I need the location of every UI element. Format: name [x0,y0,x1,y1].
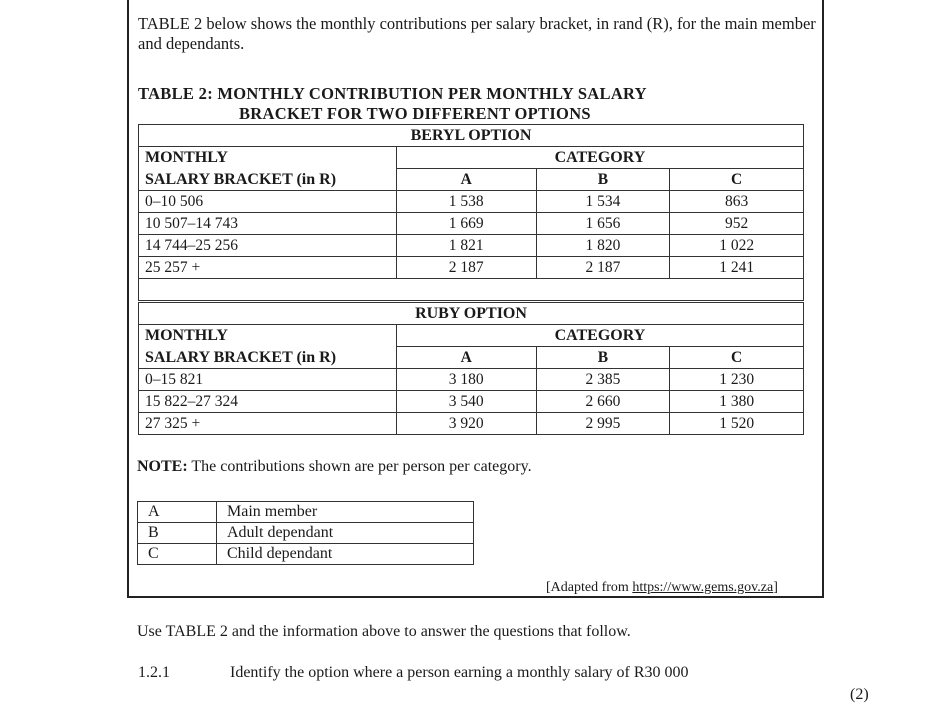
bracket-cell: 27 325 + [139,413,397,435]
value-cell-a: 3 180 [396,369,536,391]
note-label: NOTE: [137,458,188,475]
legend-value: Main member [217,502,474,523]
legend-key: B [138,523,217,544]
value-cell-b: 1 656 [536,213,670,235]
value-cell-a: 3 920 [396,413,536,435]
beryl-table [138,124,804,301]
beryl-col-c: C [670,169,804,191]
value-cell-a: 1 669 [396,213,536,235]
ruby-col-c: C [670,347,804,369]
source-citation [546,580,778,596]
legend-key: A [138,502,217,523]
ruby-category-label: CATEGORY [396,325,803,347]
legend-table [137,501,474,565]
note-text: The contributions shown are per person per category. [187,458,532,475]
value-cell-c: 1 022 [670,235,804,257]
table-row [139,369,804,391]
spacer-row [139,279,804,301]
beryl-bracket-header-2: SALARY BRACKET (in R) [139,169,397,191]
value-cell-b: 2 995 [536,413,670,435]
legend-row [138,502,474,523]
beryl-bracket-header-1: MONTHLY [139,147,397,169]
bracket-cell: 14 744–25 256 [139,235,397,257]
value-cell-a: 1 821 [396,235,536,257]
beryl-category-label: CATEGORY [396,147,803,169]
question-number: 1.2.1 [138,664,170,681]
ruby-option-label: RUBY OPTION [139,303,804,325]
ruby-option-row [139,303,804,325]
value-cell-c: 863 [670,191,804,213]
ruby-header-row-1 [139,325,804,347]
bracket-cell: 0–15 821 [139,369,397,391]
value-cell-b: 1 534 [536,191,670,213]
legend-row [138,523,474,544]
value-cell-c: 1 520 [670,413,804,435]
value-cell-b: 2 187 [536,257,670,279]
question-intro: Use TABLE 2 and the information above to answer the questions that follow. [137,623,631,640]
table-row [139,391,804,413]
ruby-bracket-header-2: SALARY BRACKET (in R) [139,347,397,369]
value-cell-a: 1 538 [396,191,536,213]
note [137,458,532,476]
value-cell-b: 2 660 [536,391,670,413]
bracket-cell: 15 822–27 324 [139,391,397,413]
value-cell-a: 2 187 [396,257,536,279]
beryl-option-label: BERYL OPTION [139,125,804,147]
source-link[interactable]: https://www.gems.gov.za [632,580,774,595]
table-row [139,235,804,257]
source-prefix: [Adapted from [546,580,633,595]
bracket-cell: 25 257 + [139,257,397,279]
value-cell-b: 2 385 [536,369,670,391]
value-cell-a: 3 540 [396,391,536,413]
bracket-cell: 0–10 506 [139,191,397,213]
table-title-line1: TABLE 2: MONTHLY CONTRIBUTION PER MONTHLY SALARY [138,84,647,103]
ruby-table [138,302,804,435]
value-cell-b: 1 820 [536,235,670,257]
ruby-bracket-header-1: MONTHLY [139,325,397,347]
value-cell-c: 952 [670,213,804,235]
table-row [139,191,804,213]
beryl-option-row [139,125,804,147]
value-cell-c: 1 230 [670,369,804,391]
legend-key: C [138,544,217,565]
value-cell-c: 1 241 [670,257,804,279]
question-text: Identify the option where a person earning a monthly salary of R30 000 [230,664,689,681]
beryl-col-b: B [536,169,670,191]
table-title-line2: BRACKET FOR TWO DIFFERENT OPTIONS [239,104,591,123]
question-marks: (2) [850,686,869,703]
table-row [139,213,804,235]
legend-value: Child dependant [217,544,474,565]
legend-row [138,544,474,565]
source-suffix: ] [773,580,778,595]
value-cell-c: 1 380 [670,391,804,413]
ruby-col-a: A [396,347,536,369]
bracket-cell: 10 507–14 743 [139,213,397,235]
intro-text: TABLE 2 below shows the monthly contributions per salary bracket, in rand (R), for the main member and dependants. [138,14,816,53]
table-row [139,257,804,279]
beryl-header-row-1 [139,147,804,169]
table-row [139,413,804,435]
beryl-col-a: A [396,169,536,191]
ruby-col-b: B [536,347,670,369]
beryl-header-row-2 [139,169,804,191]
ruby-header-row-2 [139,347,804,369]
legend-value: Adult dependant [217,523,474,544]
